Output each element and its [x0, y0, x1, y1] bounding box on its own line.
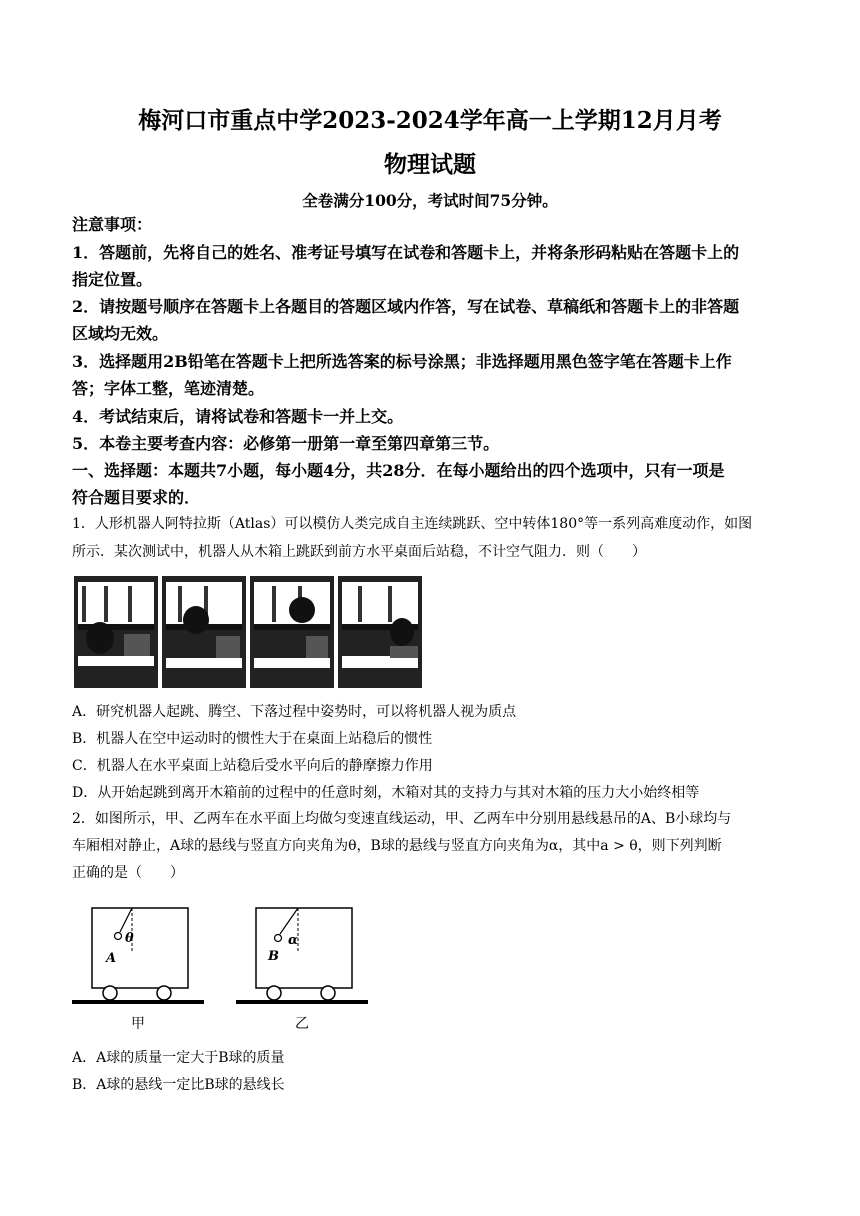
notice-line: 4．考试结束后，请将试卷和答题卡一并上交。: [72, 407, 404, 426]
photo-frame: [162, 576, 246, 688]
q2-option-a: A．A球的质量一定大于B球的质量: [72, 1050, 285, 1066]
q1-stem: 1．人形机器人阿特拉斯（Atlas）可以模仿人类完成自主连续跳跃、空中转体180°等一系列高难度动作，如图: [72, 516, 753, 532]
notice-line: 区域均无效。: [72, 324, 169, 343]
q2-stem: 2．如图所示，甲、乙两车在水平面上均做匀变速直线运动，甲、乙两车中分别用悬线悬吊的A、B小球均与: [72, 811, 732, 827]
car-caption: 乙: [295, 1016, 309, 1032]
section-heading: 一、选择题：本题共7小题，每小题4分，共28分．在每小题给出的四个选项中，只有一项是: [72, 461, 725, 480]
notice-line: 指定位置。: [72, 270, 153, 289]
q1-option-d: D．从开始起跳到离开木箱前的过程中的任意时刻，木箱对其的支持力与其对木箱的压力大小始终相等: [72, 785, 700, 801]
notice-line: 1．答题前，先将自己的姓名、准考证号填写在试卷和答题卡上，并将条形码粘贴在答题卡上的: [72, 243, 740, 262]
car-diagram-jia: [72, 906, 204, 1032]
photo-frame: [250, 576, 334, 688]
exam-subtitle: 全卷满分100分，考试时间75分钟。: [302, 191, 558, 210]
exam-title: 梅河口市重点中学2023-2024学年高一上学期12月月考: [138, 107, 722, 134]
notice-line: 3．选择题用2B铅笔在答题卡上把所选答案的标号涂黑；非选择题用黑色签字笔在答题卡上作: [72, 352, 732, 371]
section-heading-cont: 符合题目要求的．: [72, 488, 201, 507]
q1-option-a: A．研究机器人起跳、腾空、下落过程中姿势时，可以将机器人视为质点: [72, 704, 517, 720]
q1-option-c: C．机器人在水平桌面上站稳后受水平向后的静摩擦力作用: [72, 758, 433, 774]
notice-line: 2．请按题号顺序在答题卡上各题目的答题区域内作答，写在试卷、草稿纸和答题卡上的非答题: [72, 297, 740, 316]
angle-label: θ: [125, 931, 134, 946]
q2-stem: 车厢相对静止，A球的悬线与竖直方向夹角为θ，B球的悬线与竖直方向夹角为α，其中a > θ，则下列判断: [72, 838, 722, 854]
ball-label: B: [268, 949, 279, 964]
photo-frame: [338, 576, 422, 688]
q1-stem: 所示．某次测试中，机器人从木箱上跳跃到前方水平桌面后站稳，不计空气阻力．则（ ）: [72, 544, 646, 560]
q1-option-b: B．机器人在空中运动时的惯性大于在桌面上站稳后的惯性: [72, 731, 433, 747]
robot-photo-strip: [74, 576, 422, 688]
q2-stem: 正确的是（ ）: [72, 865, 184, 881]
notice-line: 答；字体工整，笔迹清楚。: [72, 379, 265, 398]
car-caption: 甲: [131, 1016, 145, 1032]
car-diagram-yi: [236, 906, 368, 1032]
angle-label: α: [288, 933, 299, 948]
notice-line: 5．本卷主要考查内容：必修第一册第一章至第四章第三节。: [72, 434, 500, 453]
q2-option-b: B．A球的悬线一定比B球的悬线长: [72, 1077, 285, 1093]
subject-title: 物理试题: [384, 151, 476, 178]
notice-heading: 注意事项：: [72, 215, 153, 234]
photo-frame: [74, 576, 158, 688]
ball-label: A: [106, 951, 117, 966]
